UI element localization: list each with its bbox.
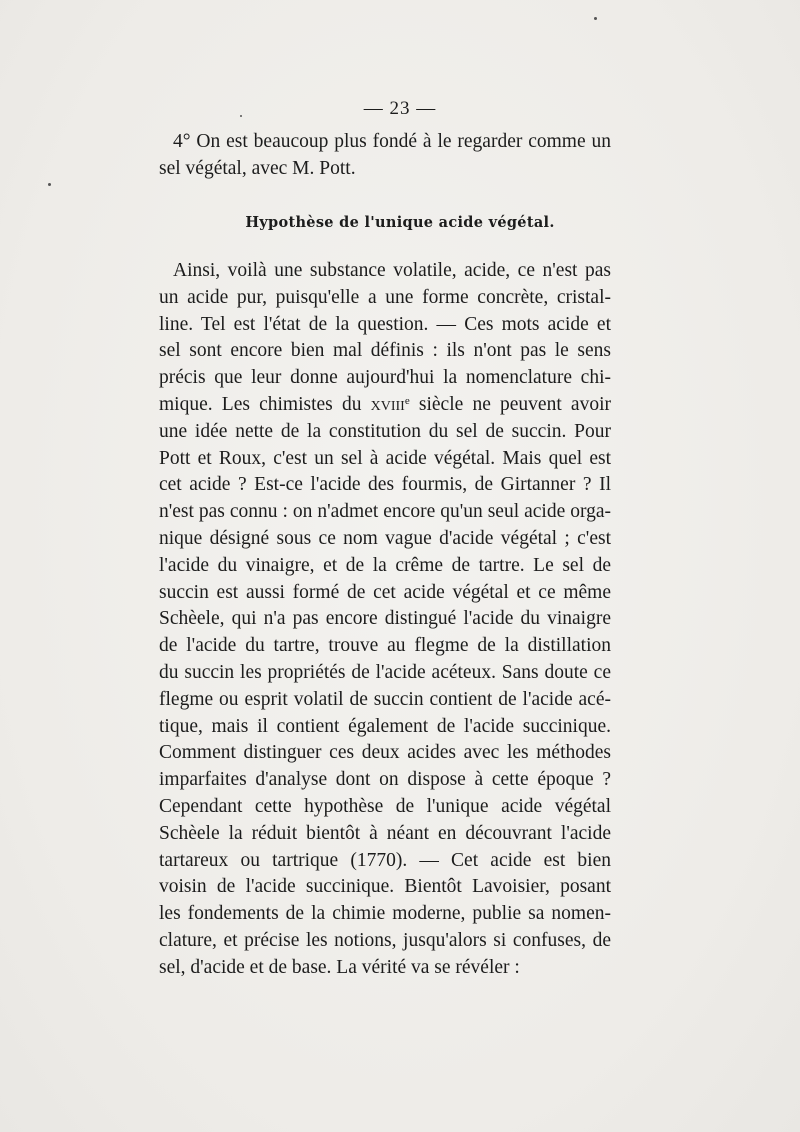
- text-line: nique désigné sous ce nom vague d'acide végétal ; c'est: [159, 527, 611, 549]
- text-line: Cependant cette hypothèse de l'unique acide végétal: [159, 795, 611, 817]
- text-line: l'acide du vinaigre, et de la crême de tartre. Le sel de: [159, 554, 611, 576]
- text-line: sel, d'acide et de base. La vérité va se révéler :: [159, 956, 520, 978]
- text-line: les fondements de la chimie moderne, publie sa nomen-: [159, 903, 611, 925]
- text-line: Comment distinguer ces deux acides avec les méthodes: [159, 742, 611, 764]
- intro-paragraph: [159, 129, 611, 183]
- text-line: n'est pas connu : on n'admet encore qu'un seul acide orga-: [159, 501, 611, 523]
- text-line: de l'acide du tartre, trouve au flegme de la distillation: [159, 635, 611, 657]
- paper-speck: [48, 183, 51, 186]
- text-line: une idée nette de la constitution du sel de succin. Pour: [159, 420, 611, 442]
- superscript: e: [404, 394, 410, 407]
- text-line: Pott et Roux, c'est un sel à acide végétal. Mais quel est: [159, 447, 611, 469]
- text-fragment: siècle ne peuvent avoir: [409, 393, 611, 415]
- text-line: précis que leur donne aujourd'hui la nomenclature chi-: [159, 367, 611, 389]
- text-line: tartareux ou tartrique (1770). — Cet acide est bien: [159, 849, 611, 871]
- body-paragraph: [159, 258, 611, 982]
- text-line: cet acide ? Est-ce l'acide des fourmis, de Girtanner ? Il: [159, 474, 611, 496]
- text-line: clature, et précise les notions, jusqu'alors si confuses, de: [159, 929, 611, 951]
- page-number: — 23 —: [363, 98, 437, 119]
- text-fragment: mique. Les chimistes du: [159, 393, 371, 415]
- text-line: du succin les propriétés de l'acide acéteux. Sans doute ce: [159, 661, 611, 683]
- text-line: Schèele, qui n'a pas encore distingué l'acide du vinaigre: [159, 608, 611, 630]
- text-line: [159, 392, 611, 419]
- text-line: Ainsi, voilà une substance volatile, acide, ce n'est pas: [173, 260, 611, 281]
- paper-speck: [594, 17, 597, 20]
- text-line: sel sont encore bien mal définis : ils n'ont pas le sens: [159, 340, 611, 362]
- text-line: flegme ou esprit volatil de succin contient de l'acide acé-: [159, 688, 611, 710]
- century-numeral: xviii: [370, 393, 405, 415]
- text-line: line. Tel est l'état de la question. — Ces mots acide et: [159, 313, 611, 335]
- text-line: 4° On est beaucoup plus fondé à le regarder comme un: [173, 131, 611, 152]
- text-line: un acide pur, puisqu'elle a une forme concrète, cristal-: [159, 286, 611, 308]
- text-line: voisin de l'acide succinique. Bientôt Lavoisier, posant: [159, 876, 611, 898]
- text-line: sel végétal, avec M. Pott.: [159, 157, 356, 179]
- text-line: imparfaites d'analyse dont on dispose à cette époque ?: [159, 769, 611, 791]
- section-heading: Hypothèse de l'unique acide végétal.: [245, 214, 555, 231]
- text-line: Schèele la réduit bientôt à néant en découvrant l'acide: [159, 822, 611, 844]
- text-line: tique, mais il contient également de l'acide succinique.: [159, 715, 611, 737]
- text-line: succin est aussi formé de cet acide végétal et ce même: [159, 581, 611, 603]
